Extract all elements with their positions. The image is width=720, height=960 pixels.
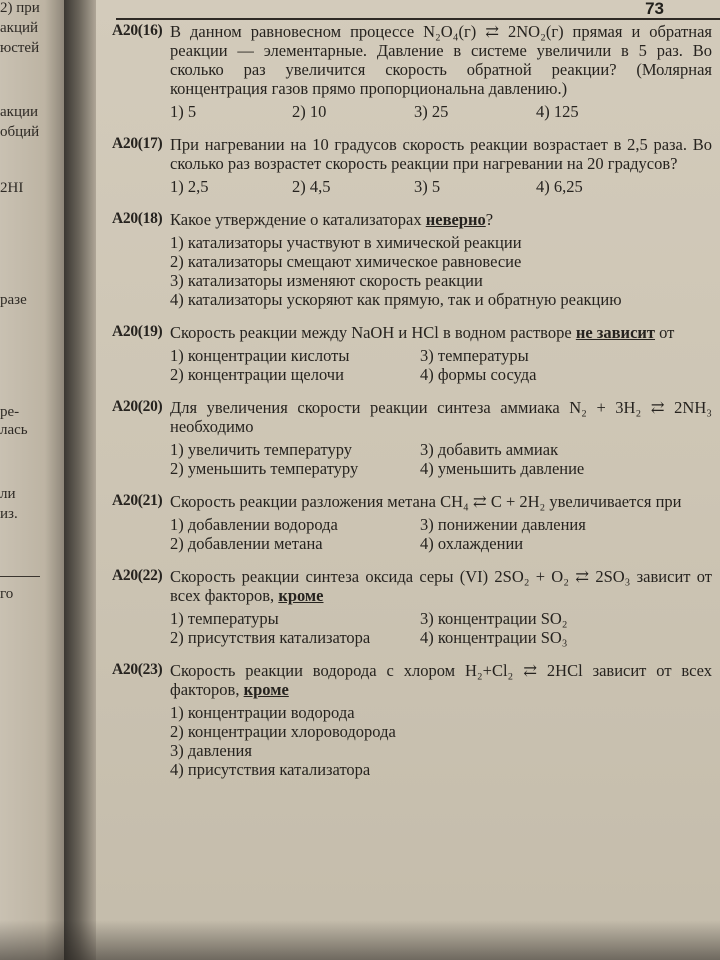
answer-option: 2) концентрации хлороводорода xyxy=(170,722,396,741)
question-text: Скорость реакции водорода с хлором H₂+Cl₂ ⇄ 2HCl зависит от всех факторов, кроме xyxy=(170,661,712,699)
answer-option: 1) концентрации водорода xyxy=(170,703,355,722)
question-id: A20(20) xyxy=(112,398,163,415)
answer-options xyxy=(170,440,712,478)
left-page-fragment: 2) при xyxy=(0,0,40,16)
book-page xyxy=(96,0,720,960)
question-text: В данном равновесном процессе N₂O₄(г) ⇄ 2NO₂(г) прямая и обратная реакции — элементарные. Давление в системе увеличили в 5 раз. Во сколько раз увеличится скорость обратной реакции? (Молярная концентрация газов прямо пропорциональна давлению.) xyxy=(170,22,712,98)
answer-option: 1) 5 xyxy=(170,102,197,121)
answer-option: 3) 25 xyxy=(414,102,449,121)
emphasized-word: не зависит xyxy=(575,323,656,342)
answer-option: 3) добавить аммиак xyxy=(420,440,559,459)
question-id: A20(21) xyxy=(112,492,163,509)
answer-options xyxy=(170,233,712,309)
answer-option: 4) 125 xyxy=(536,102,579,121)
emphasized-word: кроме xyxy=(243,680,289,699)
answer-option: 3) понижении давления xyxy=(420,515,586,534)
question-text: Какое утверждение о катализаторах неверно? xyxy=(170,210,494,229)
question-text: Скорость реакции между NaOH и HCl в водном растворе не зависит от xyxy=(170,323,675,342)
question-a20-22 xyxy=(112,567,712,647)
left-page-fragment: акций xyxy=(0,20,39,36)
question-id: A20(18) xyxy=(112,210,163,227)
question-text: При нагревании на 10 градусов скорость реакции возрастает в 2,5 раза. Во сколько раз возрастет скорость реакции при нагревании на 20 градусов? xyxy=(170,135,712,173)
emphasized-word: кроме xyxy=(278,586,324,605)
answer-option: 2) уменьшить температуру xyxy=(170,459,359,478)
emphasized-word: неверно xyxy=(425,210,486,229)
question-id: A20(23) xyxy=(112,661,163,678)
question-a20-19 xyxy=(112,323,712,384)
answer-option: 4) 6,25 xyxy=(536,177,583,196)
question-a20-21 xyxy=(112,492,712,553)
answer-option: 4) охлаждении xyxy=(420,534,524,553)
question-a20-18 xyxy=(112,210,712,309)
answer-options xyxy=(170,703,712,779)
left-page-fragment: разе xyxy=(0,292,27,308)
answer-option: 1) увеличить температуру xyxy=(170,440,352,459)
left-page-fragment: ре- xyxy=(0,404,20,420)
answer-option: 2) 10 xyxy=(292,102,327,121)
question-id: A20(22) xyxy=(112,567,163,584)
question-id: A20(19) xyxy=(112,323,163,340)
answer-options xyxy=(170,609,712,647)
answer-option: 2) добавлении метана xyxy=(170,534,323,553)
answer-option: 3) катализаторы изменяют скорость реакции xyxy=(170,271,483,290)
left-page-edge xyxy=(0,0,64,960)
left-page-fragment: акции xyxy=(0,104,39,120)
answer-option: 1) добавлении водорода xyxy=(170,515,338,534)
answer-option: 4) присутствия катализатора xyxy=(170,760,371,779)
answer-options xyxy=(170,102,712,121)
answer-option: 4) концентрации SO₃ xyxy=(420,628,568,647)
answer-option: 2) присутствия катализатора xyxy=(170,628,371,647)
question-text: Скорость реакции разложения метана CH₄ ⇄ C + 2H₂ увеличивается при xyxy=(170,492,682,511)
answer-option: 1) катализаторы участвуют в химической реакции xyxy=(170,233,522,252)
answer-option: 2) катализаторы смещают химическое равновесие xyxy=(170,252,522,271)
question-id: A20(16) xyxy=(112,22,163,39)
answer-option: 4) катализаторы ускоряют как прямую, так и обратную реакцию xyxy=(170,290,622,309)
answer-option: 1) температуры xyxy=(170,609,279,628)
left-page-fragment: из. xyxy=(0,506,18,522)
answer-options xyxy=(170,177,712,196)
answer-option: 4) формы сосуда xyxy=(420,365,537,384)
answer-option: 3) давления xyxy=(170,741,252,760)
question-a20-20 xyxy=(112,398,712,478)
answer-option: 3) 5 xyxy=(414,177,441,196)
left-page-fragment: го xyxy=(0,586,14,602)
left-page-fragment: ли xyxy=(0,486,16,502)
book-gutter xyxy=(64,0,98,960)
question-id: A20(17) xyxy=(112,135,163,152)
left-page-fragment: юстей xyxy=(0,40,40,56)
question-a20-16 xyxy=(112,22,712,121)
left-page-fragment: 2HI xyxy=(0,180,24,196)
question-a20-23 xyxy=(112,661,712,779)
answer-options xyxy=(170,346,712,384)
answer-options xyxy=(170,515,712,553)
page-number: 73 xyxy=(645,0,664,18)
question-a20-17 xyxy=(112,135,712,196)
answer-option: 4) уменьшить давление xyxy=(420,459,585,478)
answer-option: 2) 4,5 xyxy=(292,177,331,196)
answer-option: 1) концентрации кислоты xyxy=(170,346,350,365)
answer-option: 2) концентрации щелочи xyxy=(170,365,344,384)
question-text: Для увеличения скорости реакции синтеза аммиака N₂ + 3H₂ ⇄ 2NH₃ необходимо xyxy=(170,398,712,436)
page-header-rule xyxy=(116,0,720,20)
answer-option: 3) температуры xyxy=(420,346,529,365)
question-list xyxy=(112,22,712,793)
left-page-fragment: обций xyxy=(0,124,40,140)
left-page-rule xyxy=(0,576,40,577)
answer-option: 3) концентрации SO₂ xyxy=(420,609,568,628)
question-text: Скорость реакции синтеза оксида серы (VI) 2SO₂ + O₂ ⇄ 2SO₃ зависит от всех факторов, кроме xyxy=(170,567,712,605)
left-page-fragment: лась xyxy=(0,422,28,438)
answer-option: 1) 2,5 xyxy=(170,177,209,196)
